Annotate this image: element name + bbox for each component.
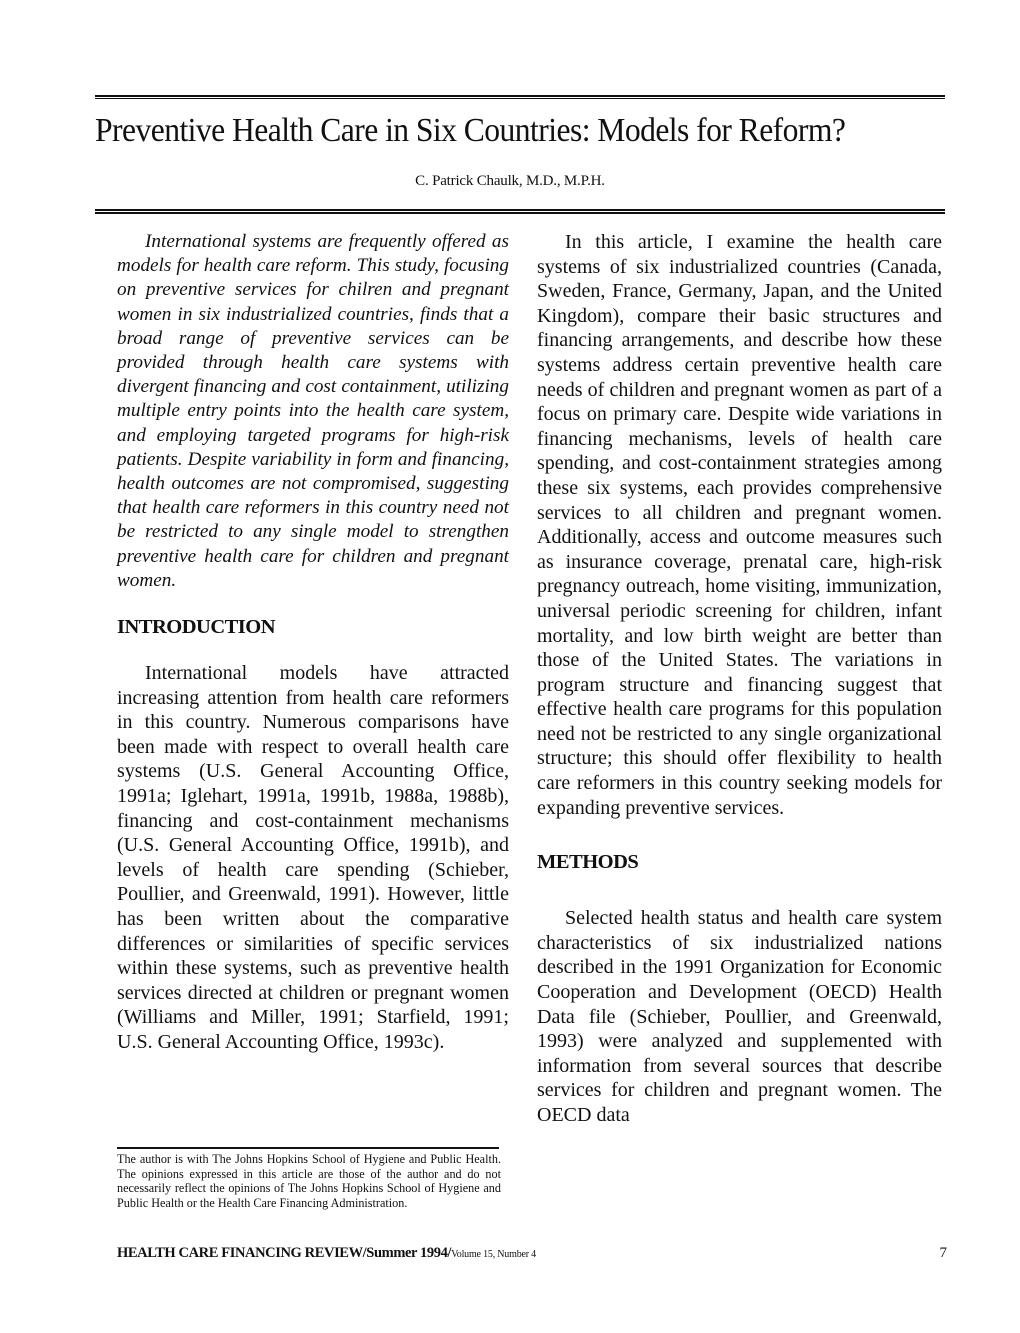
left-column [117,230,509,1055]
author-footnote: The author is with The Johns Hopkins School of Hygiene and Public Health. The opinions expressed in this article are those of the author and do not necessarily reflect the opinions of The Johns Hopkins School of Hygiene and Public Health or the Health Care Financing Administration. [117,1152,501,1210]
overview-paragraph: In this article, I examine the health care systems of six industrialized countries (Canada, Sweden, France, Germany, Japan, and the United Kingdom), compare their basic structures and financing arrangements, and describe how these systems address certain preventive health care needs of children and pregnant women as part of a focus on primary care. Despite wide variations in financing mechanisms, levels of health care spending, and cost-containment strategies among these six systems, each provides comprehensive services to all children and pregnant women. Additionally, access and outcome measures such as insurance coverage, prenatal care, high-risk pregnancy outreach, home visiting, immunization, universal periodic screening for children, infant mortality, and low birth weight are better than those of the United States. The variations in program structure and financing suggest that effective health care programs for this population need not be restricted to any single organizational structure; this should offer flexibility to health care reformers in this country seeking models for expanding preventive services. [537,231,942,819]
volume-number: Volume 15, Number 4 [451,1249,536,1260]
top-rule [95,95,945,99]
introduction-paragraph: International models have attracted increasing attention from health care reformers in this country. Numerous comparisons have been made with respect to overall health care systems (U.S. General Accounting Office, 1991a; Iglehart, 1991a, 1991b, 1988a, 1988b), financing and cost-containment mechanisms (U.S. General Accounting Office, 1991b), and levels of health care spending (Schieber, Poullier, and Greenwald, 1991). However, little has been written about the comparative differences or similarities of specific services within these systems, such as preventive health services directed at children or pregnant women (Williams and Miller, 1991; Starfield, 1991; U.S. General Accounting Office, 1993c). [117,662,509,1053]
methods-heading: METHODS [537,851,639,874]
article-title: Preventive Health Care in Six Countries: Models for Reform? [95,112,846,149]
journal-citation: HEALTH CARE FINANCING REVIEW/Summer 1994/ [117,1245,452,1261]
footnote-rule [117,1147,499,1149]
author-byline: C. Patrick Chaulk, M.D., M.P.H. [415,173,605,189]
header-bottom-rule [95,209,945,214]
methods-paragraph: Selected health status and health care system characteristics of six industrialized nations described in the 1991 Organization for Economic Cooperation and Development (OECD) Health Data file (Schieber, Poullier, and Greenwald, 1993) were analyzed and supplemented with information from several sources that describe services for children and pregnant women. The OECD data [537,907,942,1126]
page-number: 7 [939,1245,947,1261]
abstract: International systems are frequently offered as models for health care reform. This study, focusing on preventive services for chilren and pregnant women in six industrialized countries, finds that a broad range of preventive services can be provided through health care systems with divergent financing and cost containment, utilizing multiple entry points into the health care system, and employing targeted programs for high-risk patients. Despite variability in form and financing, health outcomes are not compromised, suggesting that health care reformers in this country need not be restricted to any single model to strengthen preventive health care for children and pregnant women. [117,231,509,591]
right-column [537,230,942,1128]
introduction-heading: INTRODUCTION [117,616,276,639]
page-footer [117,1244,947,1262]
